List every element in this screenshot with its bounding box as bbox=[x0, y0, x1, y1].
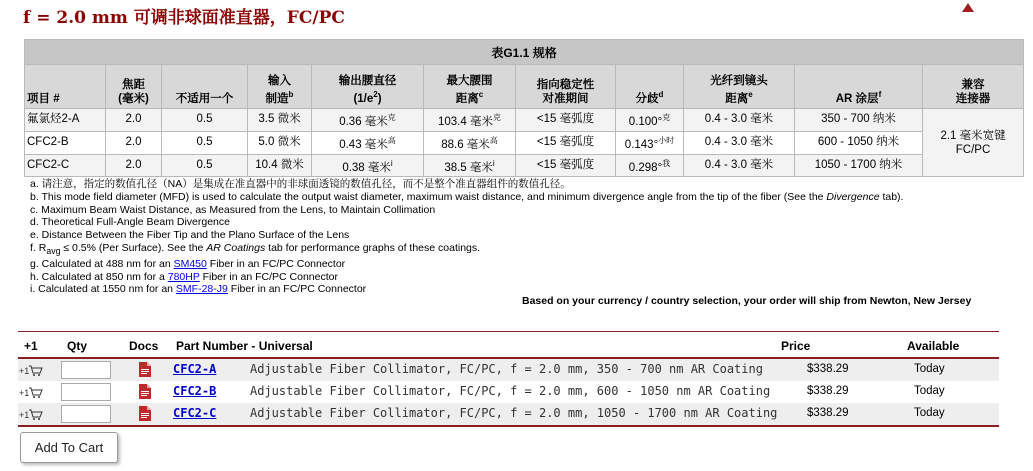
spec-cell: 88.6 毫米$^高$ bbox=[424, 131, 516, 154]
cart-plus-icon[interactable] bbox=[19, 364, 43, 377]
qty-input[interactable] bbox=[61, 361, 111, 379]
scroll-top-icon[interactable] bbox=[962, 3, 974, 12]
spec-cell: 0.5 bbox=[162, 109, 248, 132]
spec-cell: 10.4 微米 bbox=[248, 154, 312, 177]
footnote: i. Calculated at 1550 nm for an SMF-28-J9 Fiber in an FC/PC Connector bbox=[30, 283, 367, 296]
spec-col-header: 输入 制造$^b$ bbox=[248, 65, 312, 109]
spec-cell-connector: 2.1 毫米宽键 FC/PC bbox=[923, 109, 1024, 177]
availability: Today bbox=[914, 385, 945, 397]
spec-cell: 2.0 bbox=[106, 109, 162, 132]
footnote: e. Distance Between the Fiber Tip and the Plano Surface of the Lens bbox=[30, 229, 350, 242]
spec-col-header: 焦距 (毫米) bbox=[106, 65, 162, 109]
part-number-link[interactable]: CFC2-C bbox=[173, 406, 217, 420]
spec-cell: CFC2-B bbox=[25, 131, 106, 154]
qty-input[interactable] bbox=[61, 405, 111, 423]
spec-cell: 2.0 bbox=[106, 154, 162, 177]
spec-col-header: 指向稳定性 对准期间 bbox=[516, 65, 616, 109]
spec-col-header: 输出腰直径 $(1/e^2)$ bbox=[312, 65, 424, 109]
availability: Today bbox=[914, 363, 945, 375]
spec-cell: 3.5 微米 bbox=[248, 109, 312, 132]
cart-plus-icon[interactable] bbox=[19, 408, 43, 421]
fiber-link[interactable]: SM450 bbox=[173, 257, 207, 270]
footnote: f. $R_{avg} \le 0.5\%$ (Per Surface). See the AR Coatings tab for performance graphs of these coatings. bbox=[30, 241, 481, 257]
spec-table-caption: 表G1.1 规格 bbox=[25, 40, 1024, 65]
price: $338.29 bbox=[807, 363, 849, 375]
price: $338.29 bbox=[807, 407, 849, 419]
spec-cell: 0.38 毫米$^i$ bbox=[312, 154, 424, 177]
spec-cell: 103.4 毫米$^克$ bbox=[424, 109, 516, 132]
spec-cell: 38.5 毫米$^i$ bbox=[424, 154, 516, 177]
spec-col-header: 不适用一个 bbox=[162, 65, 248, 109]
spec-row bbox=[25, 131, 1024, 154]
spec-cell: 0.4 - 3.0 毫米 bbox=[684, 154, 795, 177]
qty-input[interactable] bbox=[61, 383, 111, 401]
spec-cell: 0.143°$^{小时}$ bbox=[616, 131, 684, 154]
spec-cell: 0.4 - 3.0 毫米 bbox=[684, 131, 795, 154]
spec-cell: 5.0 微米 bbox=[248, 131, 312, 154]
spec-col-header: 项目 # bbox=[25, 65, 106, 109]
availability: Today bbox=[914, 407, 945, 419]
spec-cell: 0.100°$^克$ bbox=[616, 109, 684, 132]
page-title: f = 2.0 mm 可调非球面准直器，FC/PC bbox=[23, 8, 345, 28]
spec-cell: 0.5 bbox=[162, 131, 248, 154]
spec-cell: 1050 - 1700 纳米 bbox=[795, 154, 923, 177]
col-head-price: Price bbox=[781, 339, 811, 353]
col-head-availability: Available bbox=[907, 339, 960, 353]
spec-cell: 0.5 bbox=[162, 154, 248, 177]
spec-col-header: AR 涂层$^f$ bbox=[795, 65, 923, 109]
spec-cell: 0.4 - 3.0 毫米 bbox=[684, 109, 795, 132]
order-row bbox=[18, 359, 999, 381]
spec-col-header: 最大腰围 距离$^c$ bbox=[424, 65, 516, 109]
spec-cell: 2.0 bbox=[106, 131, 162, 154]
col-head-docs: Docs bbox=[129, 339, 159, 353]
ship-note: Based on your currency / country selection, your order will ship from Newton, New Jersey bbox=[522, 295, 972, 307]
fiber-link[interactable]: 780HP bbox=[167, 270, 200, 283]
spec-cell: 0.36 毫米$^克$ bbox=[312, 109, 424, 132]
part-description: Adjustable Fiber Collimator, FC/PC, f = 2.0 mm, 600 - 1050 nm AR Coating bbox=[250, 384, 771, 398]
svg-text:+1: +1 bbox=[19, 388, 30, 398]
svg-text:+1: +1 bbox=[19, 366, 30, 376]
col-head-part-suffix: - Universal bbox=[248, 339, 313, 353]
part-number-link[interactable]: CFC2-A bbox=[173, 362, 217, 376]
spec-col-header: 兼容 连接器 bbox=[923, 65, 1024, 109]
footnote: a. 请注意，指定的数值孔径（NA）是集成在准直器中的非球面透镜的数值孔径，而不是整个准直器组件的数值孔径。 bbox=[30, 178, 571, 190]
spec-cell: <15 毫弧度 bbox=[516, 154, 616, 177]
price: $338.29 bbox=[807, 385, 849, 397]
spec-cell: 350 - 700 纳米 bbox=[795, 109, 923, 132]
col-head-part bbox=[176, 339, 313, 353]
spec-cell: CFC2-C bbox=[25, 154, 106, 177]
spec-cell: <15 毫弧度 bbox=[516, 131, 616, 154]
spec-col-header: 分歧$^d$ bbox=[616, 65, 684, 109]
pdf-icon[interactable] bbox=[139, 406, 151, 421]
footnote: g. Calculated at 488 nm for an SM450 Fiber in an FC/PC Connector bbox=[30, 257, 346, 270]
order-row bbox=[18, 381, 999, 403]
spec-cell: 氟氯烃2-A bbox=[25, 109, 106, 132]
footnote: c. Maximum Beam Waist Distance, as Measured from the Lens, to Maintain Collimation bbox=[30, 203, 436, 216]
footnote: d. Theoretical Full-Angle Beam Divergence bbox=[30, 216, 230, 229]
col-head-part-label: Part Number bbox=[176, 339, 249, 353]
spec-row bbox=[25, 109, 1024, 132]
spec-cell: 600 - 1050 纳米 bbox=[795, 131, 923, 154]
pdf-icon[interactable] bbox=[139, 362, 151, 377]
spec-cell: 0.43 毫米$^高$ bbox=[312, 131, 424, 154]
spec-table bbox=[24, 39, 1024, 177]
footnotes bbox=[30, 178, 903, 296]
part-description: Adjustable Fiber Collimator, FC/PC, f = 2.0 mm, 1050 - 1700 nm AR Coating bbox=[250, 406, 778, 420]
part-description: Adjustable Fiber Collimator, FC/PC, f = 2.0 mm, 350 - 700 nm AR Coating bbox=[250, 362, 763, 376]
spec-cell: 0.298°$^我$ bbox=[616, 154, 684, 177]
svg-text:+1: +1 bbox=[19, 410, 30, 420]
pdf-icon[interactable] bbox=[139, 384, 151, 399]
col-head-cart: +1 bbox=[24, 339, 38, 353]
footnote: b. This mode field diameter (MFD) is used to calculate the output waist diameter, maximum waist distance, and minimum divergence angle from the tip of the fiber (See the Divergence tab). bbox=[30, 190, 904, 203]
spec-col-header: 光纤到镜头 距离$^e$ bbox=[684, 65, 795, 109]
footnote: h. Calculated at 850 nm for a 780HP Fiber in an FC/PC Connector bbox=[30, 270, 338, 283]
spec-row bbox=[25, 154, 1024, 177]
cart-plus-icon[interactable] bbox=[19, 386, 43, 399]
spec-cell: <15 毫弧度 bbox=[516, 109, 616, 132]
order-top-rule bbox=[18, 331, 999, 332]
col-head-qty: Qty bbox=[67, 339, 88, 353]
add-to-cart-button[interactable]: Add To Cart bbox=[20, 432, 118, 463]
fiber-link[interactable]: SMF-28-J9 bbox=[175, 283, 228, 296]
order-row bbox=[18, 403, 999, 427]
part-number-link[interactable]: CFC2-B bbox=[173, 384, 217, 398]
